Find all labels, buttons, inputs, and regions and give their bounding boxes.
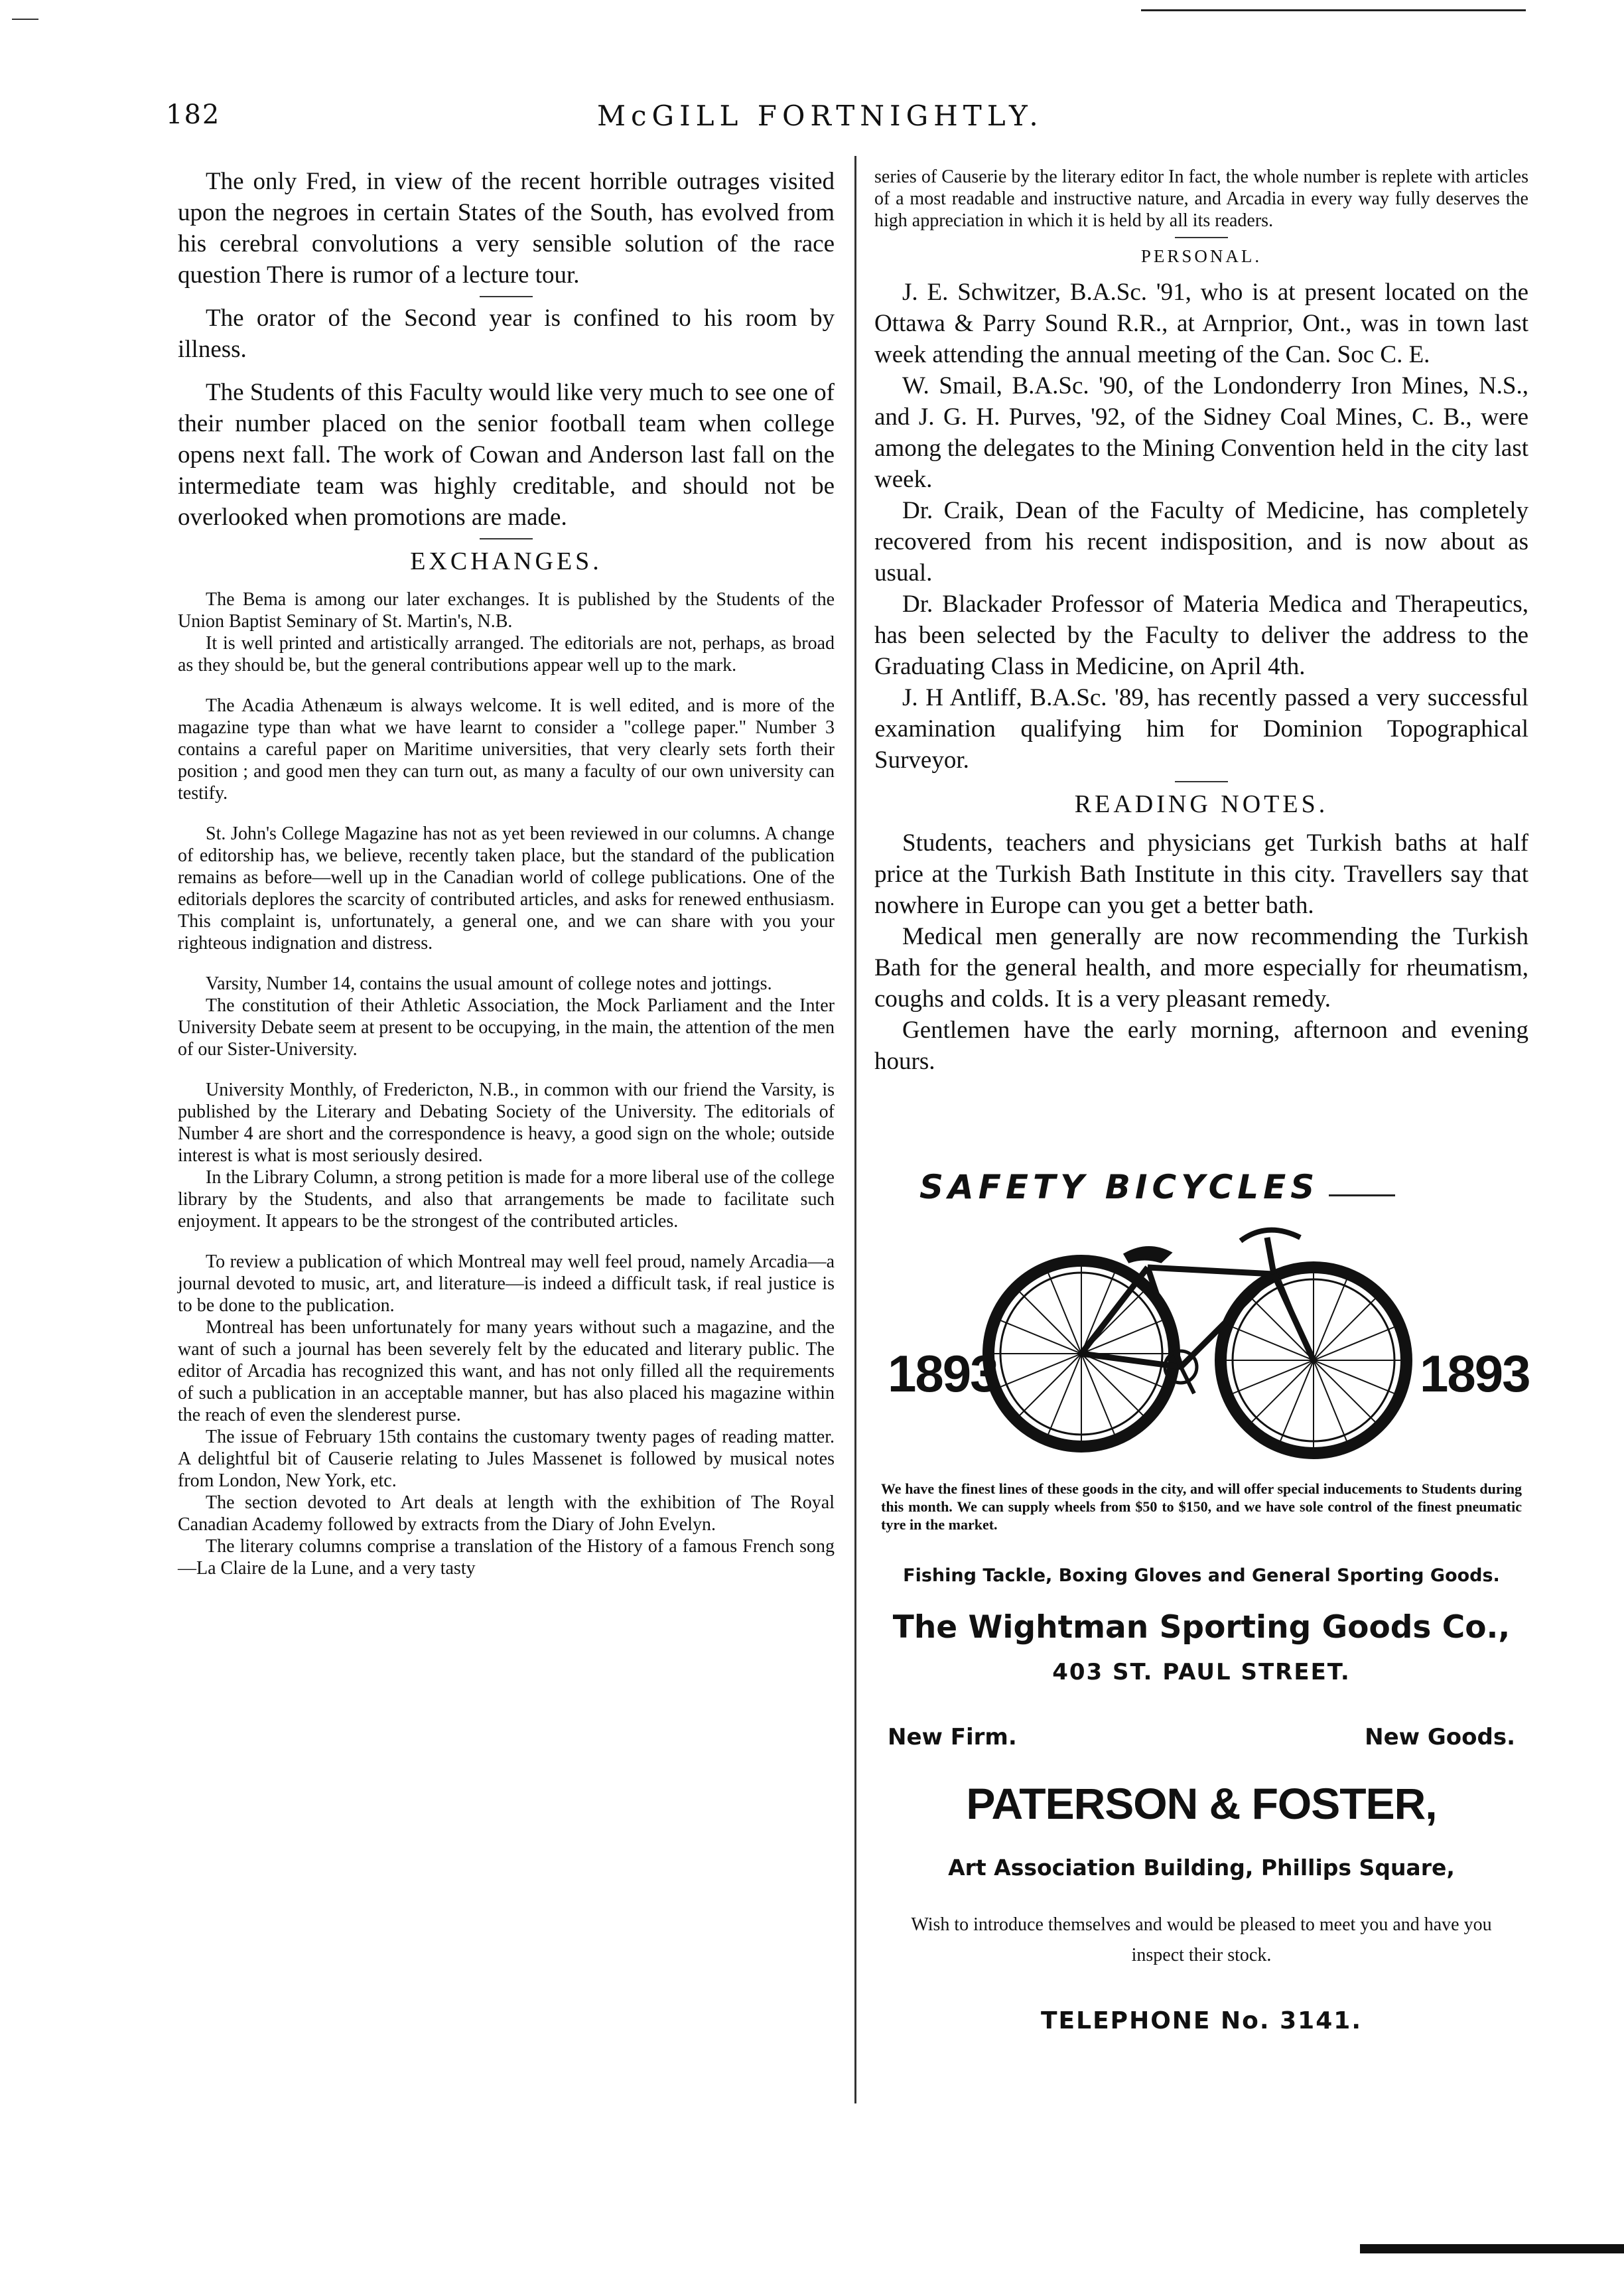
top-rule xyxy=(1141,9,1526,11)
paragraph: The Acadia Athenæum is always welcome. It is well edited, and is more of the magazine type than what we have learnt to consider a "college paper." Number 3 contains a careful paper on Maritime universities, that very clearly sets forth their position ; and good men they can turn out, as many a faculty of our own university can testify. xyxy=(178,695,835,804)
separator xyxy=(480,538,533,539)
paragraph: Dr. Craik, Dean of the Faculty of Medicine, has completely recovered from his recent indisposition, and is now about as usual. xyxy=(874,497,1528,587)
running-head: McGILL FORTNIGHTLY. xyxy=(597,100,1044,132)
paragraph: The literary columns comprise a translation of the History of a famous French song—La Claire de la Lune, and a very tasty xyxy=(178,1536,835,1579)
building-address: Art Association Building, Phillips Square, xyxy=(948,1855,1455,1881)
safety-bicycle-illustration xyxy=(982,1201,1413,1466)
separator xyxy=(1175,237,1228,238)
new-goods-label: New Goods. xyxy=(1365,1724,1515,1750)
paragraph: The orator of the Second year is confined to his room by illness. xyxy=(178,305,835,363)
paragraph: University Monthly, of Fredericton, N.B., in common with our friend the Varsity, is published by the Literary and Debating Society of the University. The editorials of Number 4 are short and the correspondence is heavy, a good sign on the whole; outside interest is what is most seriously desired. xyxy=(178,1080,835,1166)
paragraph: To review a publication of which Montreal may well feel proud, namely Arcadia—a journal devoted to music, art, and literature—is indeed a difficult task, if real justice is to be done to the publication. xyxy=(178,1251,835,1316)
new-firm-label: New Firm. xyxy=(888,1724,1017,1750)
paragraph: W. Smail, B.A.Sc. '90, of the Londonderry Iron Mines, N.S., and J. G. H. Purves, '92, of the Sidney Coal Mines, C. B., were among the delegates to the Mining Convention held in the city last week. xyxy=(874,372,1528,493)
column-rule xyxy=(854,156,856,2103)
paragraph: Medical men generally are now recommending the Turkish Bath for the general health, and more especially for rheumatism, coughs and colds. It is a very pleasant remedy. xyxy=(874,923,1528,1013)
paragraph: Students, teachers and physicians get Turkish baths at half price at the Turkish Bath Institute in this city. Travellers say that nowhere in Europe can you get a better bath. xyxy=(874,829,1528,919)
paragraph: Dr. Blackader Professor of Materia Medica and Therapeutics, has been selected by the Faculty to deliver the address to the Graduating Class in Medicine, on April 4th. xyxy=(874,591,1528,680)
paragraph: The section devoted to Art deals at length with the exhibition of The Royal Canadian Academy followed by extracts from the Diary of John Evelyn. xyxy=(178,1492,835,1535)
separator xyxy=(480,296,533,297)
paterson-foster-name: PATERSON & FOSTER, xyxy=(966,1779,1437,1828)
paragraph: In the Library Column, a strong petition is made for a more liberal use of the college library by the Students, and also that arrangements be made to facilitate such enjoyment. It appears to be the strongest of the contributed articles. xyxy=(178,1167,835,1232)
year-right: 1893 xyxy=(1420,1344,1530,1403)
right-column xyxy=(874,166,1528,1077)
section-heading: PERSONAL. xyxy=(1140,246,1262,266)
paragraph: Gentlemen have the early morning, afternoon and evening hours. xyxy=(874,1017,1528,1075)
paragraph: It is well printed and artistically arranged. The editorials are not, perhaps, as broad as they should be, but the general contributions appear well up to the mark. xyxy=(178,633,835,675)
advert-tagline: Fishing Tackle, Boxing Gloves and General Sporting Goods. xyxy=(903,1565,1500,1586)
paragraph: series of Causerie by the literary editor In fact, the whole number is replete with articles of a most readable and instructive nature, and Arcadia in every way fully deserves the high appreciation in which it is held by all its readers. xyxy=(874,167,1528,231)
paragraph: Varsity, Number 14, contains the usual amount of college notes and jottings. xyxy=(206,973,772,994)
telephone: TELEPHONE No. 3141. xyxy=(1041,2007,1362,2034)
paragraph: The issue of February 15th contains the customary twenty pages of reading matter. A delightful bit of Causerie relating to Jules Massenet is followed by musical notes from London, New York, etc. xyxy=(178,1427,835,1491)
advert2-message: Wish to introduce themselves and would be pleased to meet you and have you inspect their stock. xyxy=(911,1914,1492,1965)
advert-title: SAFETY BICYCLES xyxy=(919,1168,1320,1206)
paragraph: The Students of this Faculty would like very much to see one of their number placed on the senior football team when college opens next fall. The work of Cowan and Anderson last fall on the intermediate team was highly creditable, and should not be overlooked when promotions are made. xyxy=(178,379,835,531)
paragraph: J. E. Schwitzer, B.A.Sc. '91, who is at present located on the Ottawa & Parry Sound R.R., at Arnprior, Ont., was in town last week attending the annual meeting of the Can. Soc C. E. xyxy=(874,279,1528,368)
paragraph: St. John's College Magazine has not as yet been reviewed in our columns. A change of editorship has, we believe, recently taken place, but the standard of the publication remains as before—well up in the Canadian world of college publications. One of the editorials deplores the scarcity of contributed articles, and asks for renewed enthusiasm. This complaint is, unfortunately, a general one, and we can share with you your righteous indignation and distress. xyxy=(178,823,835,954)
bottom-rule xyxy=(1360,2244,1624,2253)
separator xyxy=(1175,781,1228,782)
company-address: 403 ST. PAUL STREET. xyxy=(1052,1659,1351,1685)
paragraph: The constitution of their Athletic Association, the Mock Parliament and the Inter University Debate seem at present to be occupying, in the main, the attention of the men of our Sister-University. xyxy=(178,995,835,1060)
paragraph: Montreal has been unfortunately for many years without such a magazine, and the want of such a journal has been severely felt by the educated and literary public. The editor of Arcadia has recognized this want, and has not only filled all the requirements of such a publication in an acceptable manner, but has also placed his magazine within the reach of even the slenderest purse. xyxy=(178,1317,835,1425)
section-heading: READING NOTES. xyxy=(1074,790,1329,818)
section-heading: EXCHANGES. xyxy=(410,547,602,575)
left-column xyxy=(178,166,835,1579)
year-left: 1893 xyxy=(888,1344,998,1403)
corner-mark xyxy=(12,19,38,20)
company-name: The Wightman Sporting Goods Co., xyxy=(892,1609,1511,1646)
paragraph: The Bema is among our later exchanges. It is published by the Students of the Union Baptist Seminary of St. Martin's, N.B. xyxy=(178,589,835,632)
paragraph: The only Fred, in view of the recent horrible outrages visited upon the negroes in certain States of the South, has evolved from his cerebral convolutions a very sensible solution of the race question There is rumor of a lecture tour. xyxy=(178,168,835,289)
advert-offer: We have the finest lines of these goods in the city, and will offer special inducements to Students during this month. We can supply wheels from $50 to $150, and we have sole control of the finest pneumatic tyre in the market. xyxy=(881,1480,1522,1533)
dash-ornament xyxy=(1329,1194,1395,1196)
page-number: 182 xyxy=(166,100,221,130)
advert2-row xyxy=(874,1724,1528,1750)
paragraph: J. H Antliff, B.A.Sc. '89, has recently passed a very successful examination qualifying him for Dominion Topographical Surveyor. xyxy=(874,684,1528,774)
